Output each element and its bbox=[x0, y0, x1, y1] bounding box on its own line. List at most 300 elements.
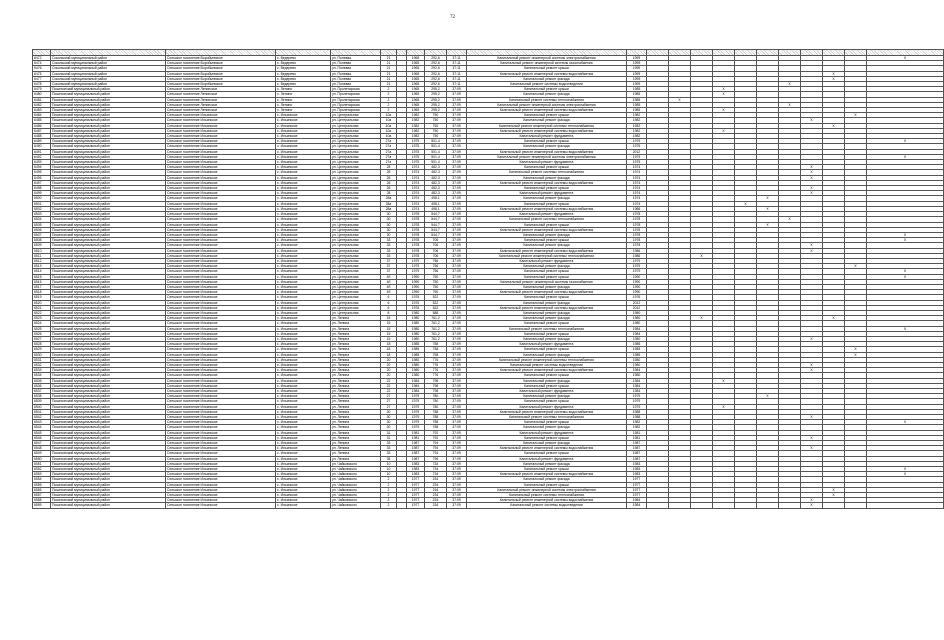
table-cell: 6554 bbox=[33, 477, 51, 482]
table-cell: 37:09 bbox=[447, 430, 467, 435]
table-cell: 37:09 bbox=[447, 368, 467, 373]
table-cell: с. Ильинское bbox=[276, 389, 331, 394]
table-cell: Пошехонский муниципальный район bbox=[51, 149, 166, 154]
table-cell: с. Ильинское bbox=[276, 477, 331, 482]
table-cell: Капитальный ремонт фундамента bbox=[467, 456, 627, 461]
table-cell: 6504 bbox=[33, 217, 51, 222]
table-cell: Сельское поселение Ильинское bbox=[166, 118, 276, 123]
table-cell: Капитальный ремонт инженерной системы водоснабжения bbox=[467, 409, 627, 414]
table-cell: 6 bbox=[381, 295, 397, 300]
table-cell: ул. Чайковского bbox=[331, 503, 381, 508]
table-cell: 1999 bbox=[627, 82, 647, 87]
table-cell: Сельское поселение Ильинское bbox=[166, 222, 276, 227]
table-cell: 22 bbox=[381, 378, 397, 383]
table-cell: 1983 bbox=[407, 461, 425, 466]
table-cell: ул. Центральная bbox=[331, 144, 381, 149]
table-cell: 20 bbox=[381, 368, 397, 373]
mark-cell: X bbox=[823, 487, 845, 492]
table-cell: 6474 bbox=[33, 61, 51, 66]
table-cell: с. Ленино bbox=[276, 87, 331, 92]
table-cell: ул. Центральная bbox=[331, 274, 381, 279]
table-cell: 1976 bbox=[407, 295, 425, 300]
table-cell: Сельское поселение Воробьевское bbox=[166, 56, 276, 61]
table-cell: 6502 bbox=[33, 206, 51, 211]
table-cell: с. Ильинское bbox=[276, 149, 331, 154]
table-cell: ул. Ленина bbox=[331, 441, 381, 446]
table-cell: 295,2 bbox=[425, 87, 447, 92]
table-cell: 750 bbox=[425, 118, 447, 123]
table-cell: 1984 bbox=[627, 498, 647, 503]
table-cell: ул. Чайковского bbox=[331, 461, 381, 466]
table-cell: Пошехонский муниципальный район bbox=[51, 368, 166, 373]
mark-cell: X bbox=[823, 316, 845, 321]
table-cell: 6523 bbox=[33, 316, 51, 321]
table-cell: Пошехонский муниципальный район bbox=[51, 113, 166, 118]
table-cell: ул. Ленина bbox=[331, 357, 381, 362]
table-cell: Пошехонский муниципальный район bbox=[51, 373, 166, 378]
table-cell: 1974 bbox=[407, 186, 425, 191]
table-cell: 30 bbox=[381, 217, 397, 222]
table-cell: Капитальный ремонт фундамента bbox=[467, 430, 627, 435]
table-cell: Пошехонский муниципальный район bbox=[51, 321, 166, 326]
table-cell: Сельское поселение Ильинское bbox=[166, 498, 276, 503]
table-cell: 37 bbox=[381, 269, 397, 274]
table-cell: 501,4 bbox=[425, 154, 447, 159]
table-cell: Пошехонский муниципальный район bbox=[51, 180, 166, 185]
mark-cell: X bbox=[735, 201, 757, 206]
table-cell: Сельское поселение Ильинское bbox=[166, 217, 276, 222]
table-cell: 21 bbox=[381, 71, 397, 76]
mark-cell bbox=[845, 503, 867, 508]
table-cell: Пошехонский муниципальный район bbox=[51, 108, 166, 113]
table-cell: 6517 bbox=[33, 284, 51, 289]
mark-cell: X bbox=[867, 154, 944, 159]
table-cell: 6491 bbox=[33, 149, 51, 154]
table-cell: 1977 bbox=[627, 482, 647, 487]
table-cell: Капитальный ремонт фасада bbox=[467, 336, 627, 341]
mark-cell bbox=[823, 503, 845, 508]
table-cell: Капитальный ремонт крыши bbox=[467, 331, 627, 336]
table-cell: 501,4 bbox=[425, 149, 447, 154]
table-cell: 1987 bbox=[407, 451, 425, 456]
mark-cell: X bbox=[801, 243, 823, 248]
table-cell: ул. Центральная bbox=[331, 269, 381, 274]
table-cell: 544,7 bbox=[425, 232, 447, 237]
table-cell: 234 bbox=[425, 498, 447, 503]
table-cell: 1978 bbox=[407, 248, 425, 253]
table-cell: Пошехонский муниципальный район bbox=[51, 336, 166, 341]
table-cell: 1985 bbox=[627, 87, 647, 92]
table-cell: 1999 bbox=[627, 56, 647, 61]
mark-cell: X bbox=[757, 206, 779, 211]
table-cell: с. Ильинское bbox=[276, 425, 331, 430]
table-cell: Сельское поселение Воробьевское bbox=[166, 76, 276, 81]
table-cell: 2 bbox=[381, 503, 397, 508]
table-cell: 6540 bbox=[33, 404, 51, 409]
table-cell: Капитальный ремонт крыши bbox=[467, 451, 627, 456]
table-cell: Пошехонский муниципальный район bbox=[51, 383, 166, 388]
table-cell: с. Ильинское bbox=[276, 368, 331, 373]
table-cell: Сельское поселение Ильинское bbox=[166, 154, 276, 159]
table-cell: с. Ильинское bbox=[276, 274, 331, 279]
table-cell: 1974 bbox=[407, 196, 425, 201]
table-cell: Пошехонский муниципальный район bbox=[51, 493, 166, 498]
table-cell: ул. Пролетарская bbox=[331, 92, 381, 97]
table-cell: 1979 bbox=[407, 258, 425, 263]
table-cell: с. Ильинское bbox=[276, 394, 331, 399]
table-cell: Пошехонский муниципальный район bbox=[51, 342, 166, 347]
table-cell: 6516 bbox=[33, 279, 51, 284]
table-cell: Пошехонский муниципальный район bbox=[51, 441, 166, 446]
table-cell: Капитальный ремонт системы теплоснабжения bbox=[467, 493, 627, 498]
table-cell: 2 bbox=[381, 482, 397, 487]
table-cell: Пошехонский муниципальный район bbox=[51, 331, 166, 336]
table-cell: 1975 bbox=[627, 139, 647, 144]
table-cell: 234 bbox=[425, 503, 447, 508]
table-cell: 1983 bbox=[407, 467, 425, 472]
table-cell: Капитальный ремонт крыши bbox=[467, 482, 627, 487]
table-cell: 1977 bbox=[407, 482, 425, 487]
table-cell: Пошехонский муниципальный район bbox=[51, 102, 166, 107]
table-cell: 6488 bbox=[33, 134, 51, 139]
table-cell: 761,2 bbox=[425, 316, 447, 321]
table-cell: Пошехонский муниципальный район bbox=[51, 305, 166, 310]
table-cell: 482,3 bbox=[425, 186, 447, 191]
table-cell: 1985 bbox=[407, 352, 425, 357]
table-cell: с. Ильинское bbox=[276, 493, 331, 498]
table-cell: с. Ильинское bbox=[276, 139, 331, 144]
table-cell: 37:09 bbox=[447, 493, 467, 498]
table-cell: 18 bbox=[381, 352, 397, 357]
table-cell: Капитальный ремонт фундамента bbox=[467, 212, 627, 217]
table-cell: с. Ильинское bbox=[276, 264, 331, 269]
table-cell: 6552 bbox=[33, 467, 51, 472]
table-cell: 6506 bbox=[33, 227, 51, 232]
table-cell: ул. Чайковского bbox=[331, 472, 381, 477]
mark-cell: X bbox=[757, 394, 779, 399]
table-cell: ул. Ленина bbox=[331, 451, 381, 456]
mark-cell: X bbox=[801, 336, 823, 341]
table-cell: Пошехонский муниципальный район bbox=[51, 378, 166, 383]
table-cell: Сельское поселение Ильинское bbox=[166, 191, 276, 196]
table-cell: с. Ильинское bbox=[276, 154, 331, 159]
table-cell: 1980 bbox=[407, 316, 425, 321]
table-cell: 6518 bbox=[33, 290, 51, 295]
table-cell: 1990 bbox=[407, 284, 425, 289]
table-cell: Сельское поселение Ильинское bbox=[166, 295, 276, 300]
table-cell: Сельское поселение Ильинское bbox=[166, 206, 276, 211]
table-cell: Капитальный ремонт инженерной системы водоснабжения bbox=[467, 180, 627, 185]
table-cell: Капитальный ремонт фасада bbox=[467, 196, 627, 201]
table-cell: 1975 bbox=[627, 154, 647, 159]
table-cell: 6530 bbox=[33, 352, 51, 357]
table-cell: 37:09 bbox=[447, 92, 467, 97]
table-cell: 37:09 bbox=[447, 139, 467, 144]
mark-cell: X bbox=[823, 493, 845, 498]
mark-cell: X bbox=[801, 362, 823, 367]
table-cell: 1979 bbox=[627, 264, 647, 269]
table-cell: 1965 bbox=[407, 76, 425, 81]
table-cell: 37:09 bbox=[447, 321, 467, 326]
table-cell: Капитальный ремонт инженерной системы водоснабжения bbox=[467, 472, 627, 477]
table-cell: 1987 bbox=[627, 441, 647, 446]
table-cell: 2 bbox=[381, 87, 397, 92]
table-cell: ул. Ленина bbox=[331, 389, 381, 394]
table-cell: 6533 bbox=[33, 368, 51, 373]
table-cell: Сельское поселение Ильинское bbox=[166, 446, 276, 451]
table-cell: Сельское поселение Ильинское bbox=[166, 123, 276, 128]
table-cell: ул. Центральная bbox=[331, 191, 381, 196]
table-cell: 33 bbox=[381, 248, 397, 253]
table-cell: 6496 bbox=[33, 175, 51, 180]
table-cell: 798 bbox=[425, 389, 447, 394]
table-cell: 750 bbox=[425, 279, 447, 284]
table-cell: 37:09 bbox=[447, 482, 467, 487]
table-cell: 30 bbox=[381, 222, 397, 227]
table-cell: 6531 bbox=[33, 357, 51, 362]
table-cell: Сельское поселение Ильинское bbox=[166, 279, 276, 284]
table-cell: ул. Центральная bbox=[331, 238, 381, 243]
page-number: 72 bbox=[450, 15, 455, 20]
table-cell: 37:09 bbox=[447, 503, 467, 508]
table-cell: 28а bbox=[381, 196, 397, 201]
table-cell: 1975 bbox=[407, 160, 425, 165]
table-cell: с. Ильинское bbox=[276, 201, 331, 206]
table-cell: 788 bbox=[425, 425, 447, 430]
table-cell: 750 bbox=[425, 113, 447, 118]
table-cell: 1990 bbox=[627, 279, 647, 284]
table-cell: Сельское поселение Ильинское bbox=[166, 477, 276, 482]
table-cell: 37:09 bbox=[447, 227, 467, 232]
table-cell: 1988 bbox=[627, 409, 647, 414]
table-cell: Пошехонский муниципальный район bbox=[51, 472, 166, 477]
table-cell: 1974 bbox=[407, 175, 425, 180]
table-cell: 1999 bbox=[627, 61, 647, 66]
table-cell: 37:09 bbox=[447, 472, 467, 477]
mark-cell: X bbox=[867, 420, 944, 425]
mark-cell: X bbox=[779, 102, 801, 107]
table-cell: Капитальный ремонт системы теплоснабжения bbox=[467, 415, 627, 420]
table-cell: Пошехонский муниципальный район bbox=[51, 394, 166, 399]
table-cell: ул. Ленина bbox=[331, 420, 381, 425]
table-cell: Сельское поселение Ильинское bbox=[166, 430, 276, 435]
table-cell: 8 bbox=[381, 310, 397, 315]
table-cell: 1979 bbox=[407, 415, 425, 420]
table-cell: Пошехонский муниципальный район bbox=[51, 362, 166, 367]
table-cell: 1985 bbox=[627, 92, 647, 97]
table-cell: Капитальный ремонт системы теплоснабжения bbox=[467, 326, 627, 331]
table-cell: 37:09 bbox=[447, 373, 467, 378]
table-cell: Сельское поселение Ильинское bbox=[166, 196, 276, 201]
table-cell: ул. Чайковского bbox=[331, 487, 381, 492]
table-cell: 37:09 bbox=[447, 477, 467, 482]
table-cell: 1990 bbox=[627, 290, 647, 295]
table-cell: 6499 bbox=[33, 191, 51, 196]
table-cell: с. Ильинское bbox=[276, 118, 331, 123]
table-cell: 295,2 bbox=[425, 92, 447, 97]
table-cell: с. Ленино bbox=[276, 102, 331, 107]
table-cell: ул. Ленина bbox=[331, 404, 381, 409]
table-cell: 1978 bbox=[627, 232, 647, 237]
table-cell: 37:09 bbox=[447, 394, 467, 399]
table-cell: с. Ильинское bbox=[276, 290, 331, 295]
table-cell: 22 bbox=[381, 383, 397, 388]
table-cell: 1982 bbox=[627, 113, 647, 118]
table-cell: Капитальный ремонт крыши bbox=[467, 201, 627, 206]
table-cell: 15 bbox=[381, 336, 397, 341]
table-cell: 750 bbox=[425, 274, 447, 279]
mark-cell: X bbox=[801, 191, 823, 196]
table-cell: 1965 bbox=[407, 97, 425, 102]
table-cell: 706 bbox=[425, 253, 447, 258]
table-cell: с. Ильинское bbox=[276, 160, 331, 165]
table-cell: 4б bbox=[381, 279, 397, 284]
table-cell: Пошехонский муниципальный район bbox=[51, 217, 166, 222]
table-cell: 1985 bbox=[627, 347, 647, 352]
table-cell: Сельское поселение Ленинское bbox=[166, 102, 276, 107]
table-cell: Пошехонский муниципальный район bbox=[51, 389, 166, 394]
table-cell: 28 bbox=[381, 170, 397, 175]
table-cell: 37:09 bbox=[447, 191, 467, 196]
table-cell: Капитальный ремонт инженерной системы водоснабжения bbox=[467, 108, 627, 113]
table-cell: 1974 bbox=[407, 180, 425, 185]
table-cell: 37:09 bbox=[447, 389, 467, 394]
table-cell: 794 bbox=[425, 446, 447, 451]
table-cell: ул. Центральная bbox=[331, 243, 381, 248]
table-row bbox=[33, 503, 944, 508]
table-cell: Капитальный ремонт фасада bbox=[467, 394, 627, 399]
table-cell: 1985 bbox=[627, 102, 647, 107]
table-cell: 18 bbox=[381, 342, 397, 347]
table-cell: ул. Центральная bbox=[331, 227, 381, 232]
table-cell: 1965 bbox=[407, 56, 425, 61]
table-cell: 6475 bbox=[33, 71, 51, 76]
mark-cell: X bbox=[713, 404, 735, 409]
table-cell: 498,1 bbox=[425, 206, 447, 211]
table-cell: ул. Центральная bbox=[331, 212, 381, 217]
table-cell: Пошехонский муниципальный район bbox=[51, 212, 166, 217]
table-cell: Сельское поселение Ильинское bbox=[166, 378, 276, 383]
mark-cell: X bbox=[867, 274, 944, 279]
table-cell: Сокольский муниципальный район bbox=[51, 82, 166, 87]
table-cell: 1990 bbox=[627, 284, 647, 289]
table-cell: 10а bbox=[381, 123, 397, 128]
table-cell: Капитальный ремонт фундамента bbox=[467, 134, 627, 139]
table-cell: 37:09 bbox=[447, 118, 467, 123]
table-cell: 37:09 bbox=[447, 362, 467, 367]
table-cell: с. Ильинское bbox=[276, 279, 331, 284]
table-cell: 37:11 bbox=[447, 61, 467, 66]
table-cell: Сельское поселение Ильинское bbox=[166, 352, 276, 357]
table-cell: с. Ильинское bbox=[276, 134, 331, 139]
table-cell: 1965 bbox=[407, 108, 425, 113]
table-cell: Капитальный ремонт инженерной системы водоснабжения bbox=[467, 305, 627, 310]
table-cell: Сельское поселение Ильинское bbox=[166, 139, 276, 144]
table-cell: Пошехонский муниципальный район bbox=[51, 420, 166, 425]
table-cell: с. Ильинское bbox=[276, 253, 331, 258]
table-cell: 10а bbox=[381, 118, 397, 123]
table-cell: 6548 bbox=[33, 446, 51, 451]
table-cell: 750 bbox=[425, 134, 447, 139]
table-cell: 30 bbox=[381, 212, 397, 217]
table-cell: Сокольский муниципальный район bbox=[51, 61, 166, 66]
mark-cell: X bbox=[867, 472, 944, 477]
table-cell: Сельское поселение Ильинское bbox=[166, 347, 276, 352]
table-cell: 776 bbox=[425, 357, 447, 362]
table-cell: Сельское поселение Воробьевское bbox=[166, 82, 276, 87]
table-cell: 734 bbox=[425, 467, 447, 472]
table-cell: Пошехонский муниципальный район bbox=[51, 451, 166, 456]
table-cell: 6557 bbox=[33, 493, 51, 498]
table-cell: Пошехонский муниципальный район bbox=[51, 123, 166, 128]
table-cell: 28 bbox=[381, 165, 397, 170]
table-cell: 761,2 bbox=[425, 326, 447, 331]
mark-cell bbox=[779, 503, 801, 508]
table-cell: 501,4 bbox=[425, 144, 447, 149]
table-cell: 37:09 bbox=[447, 217, 467, 222]
table-cell: Пошехонский муниципальный район bbox=[51, 503, 166, 508]
mark-cell: X bbox=[845, 352, 867, 357]
table-cell: 2012 bbox=[627, 149, 647, 154]
table-cell: 1980 bbox=[627, 357, 647, 362]
table-cell: с. Ильинское bbox=[276, 128, 331, 133]
table-cell: с. Ильинское bbox=[276, 435, 331, 440]
table-cell: 1975 bbox=[627, 160, 647, 165]
table-cell: 6519 bbox=[33, 295, 51, 300]
mark-cell bbox=[713, 503, 735, 508]
mark-cell bbox=[867, 503, 944, 508]
table-cell: с. Ильинское bbox=[276, 113, 331, 118]
table-cell: 1979 bbox=[407, 394, 425, 399]
table-cell: 706 bbox=[425, 243, 447, 248]
table-cell: Пошехонский муниципальный район bbox=[51, 248, 166, 253]
table-cell: 1984 bbox=[627, 378, 647, 383]
table-cell: 2 bbox=[381, 477, 397, 482]
table-cell: 37:09 bbox=[447, 331, 467, 336]
table-cell: ул. Центральная bbox=[331, 175, 381, 180]
table-cell: Пошехонский муниципальный район bbox=[51, 487, 166, 492]
table-cell: Пошехонский муниципальный район bbox=[51, 243, 166, 248]
table-cell: с. Ильинское bbox=[276, 446, 331, 451]
table-cell: 6547 bbox=[33, 441, 51, 446]
table-cell: с. Ильинское bbox=[276, 123, 331, 128]
table-cell: Капитальный ремонт инженерной системы газоснабжения bbox=[467, 279, 627, 284]
table-cell: 1976 bbox=[627, 295, 647, 300]
table-cell: Капитальный ремонт крыши bbox=[467, 113, 627, 118]
table-cell: ул. Центральная bbox=[331, 186, 381, 191]
table-cell: ул. Центральная bbox=[331, 310, 381, 315]
table-cell: 1965 bbox=[407, 87, 425, 92]
table-cell: Капитальный ремонт инженерной системы водоснабжения bbox=[467, 368, 627, 373]
table-cell: Пошехонский муниципальный район bbox=[51, 238, 166, 243]
table-cell: Пошехонский муниципальный район bbox=[51, 206, 166, 211]
table-cell: Пошехонский муниципальный район bbox=[51, 347, 166, 352]
table-cell: 1974 bbox=[407, 206, 425, 211]
table-cell: 2 bbox=[381, 102, 397, 107]
table-cell: 28 bbox=[381, 175, 397, 180]
table-cell: 37:09 bbox=[447, 165, 467, 170]
table-cell: 37:09 bbox=[447, 461, 467, 466]
table-cell: 482,3 bbox=[425, 170, 447, 175]
table-cell: 37:09 bbox=[447, 212, 467, 217]
table-cell: Пошехонский муниципальный район bbox=[51, 97, 166, 102]
table-cell: 1980 bbox=[407, 321, 425, 326]
table-cell: с. Ильинское bbox=[276, 144, 331, 149]
mark-cell: X bbox=[801, 170, 823, 175]
table-cell: 6495 bbox=[33, 170, 51, 175]
register-table bbox=[32, 49, 944, 509]
table-cell: Сокольский муниципальный район bbox=[51, 66, 166, 71]
